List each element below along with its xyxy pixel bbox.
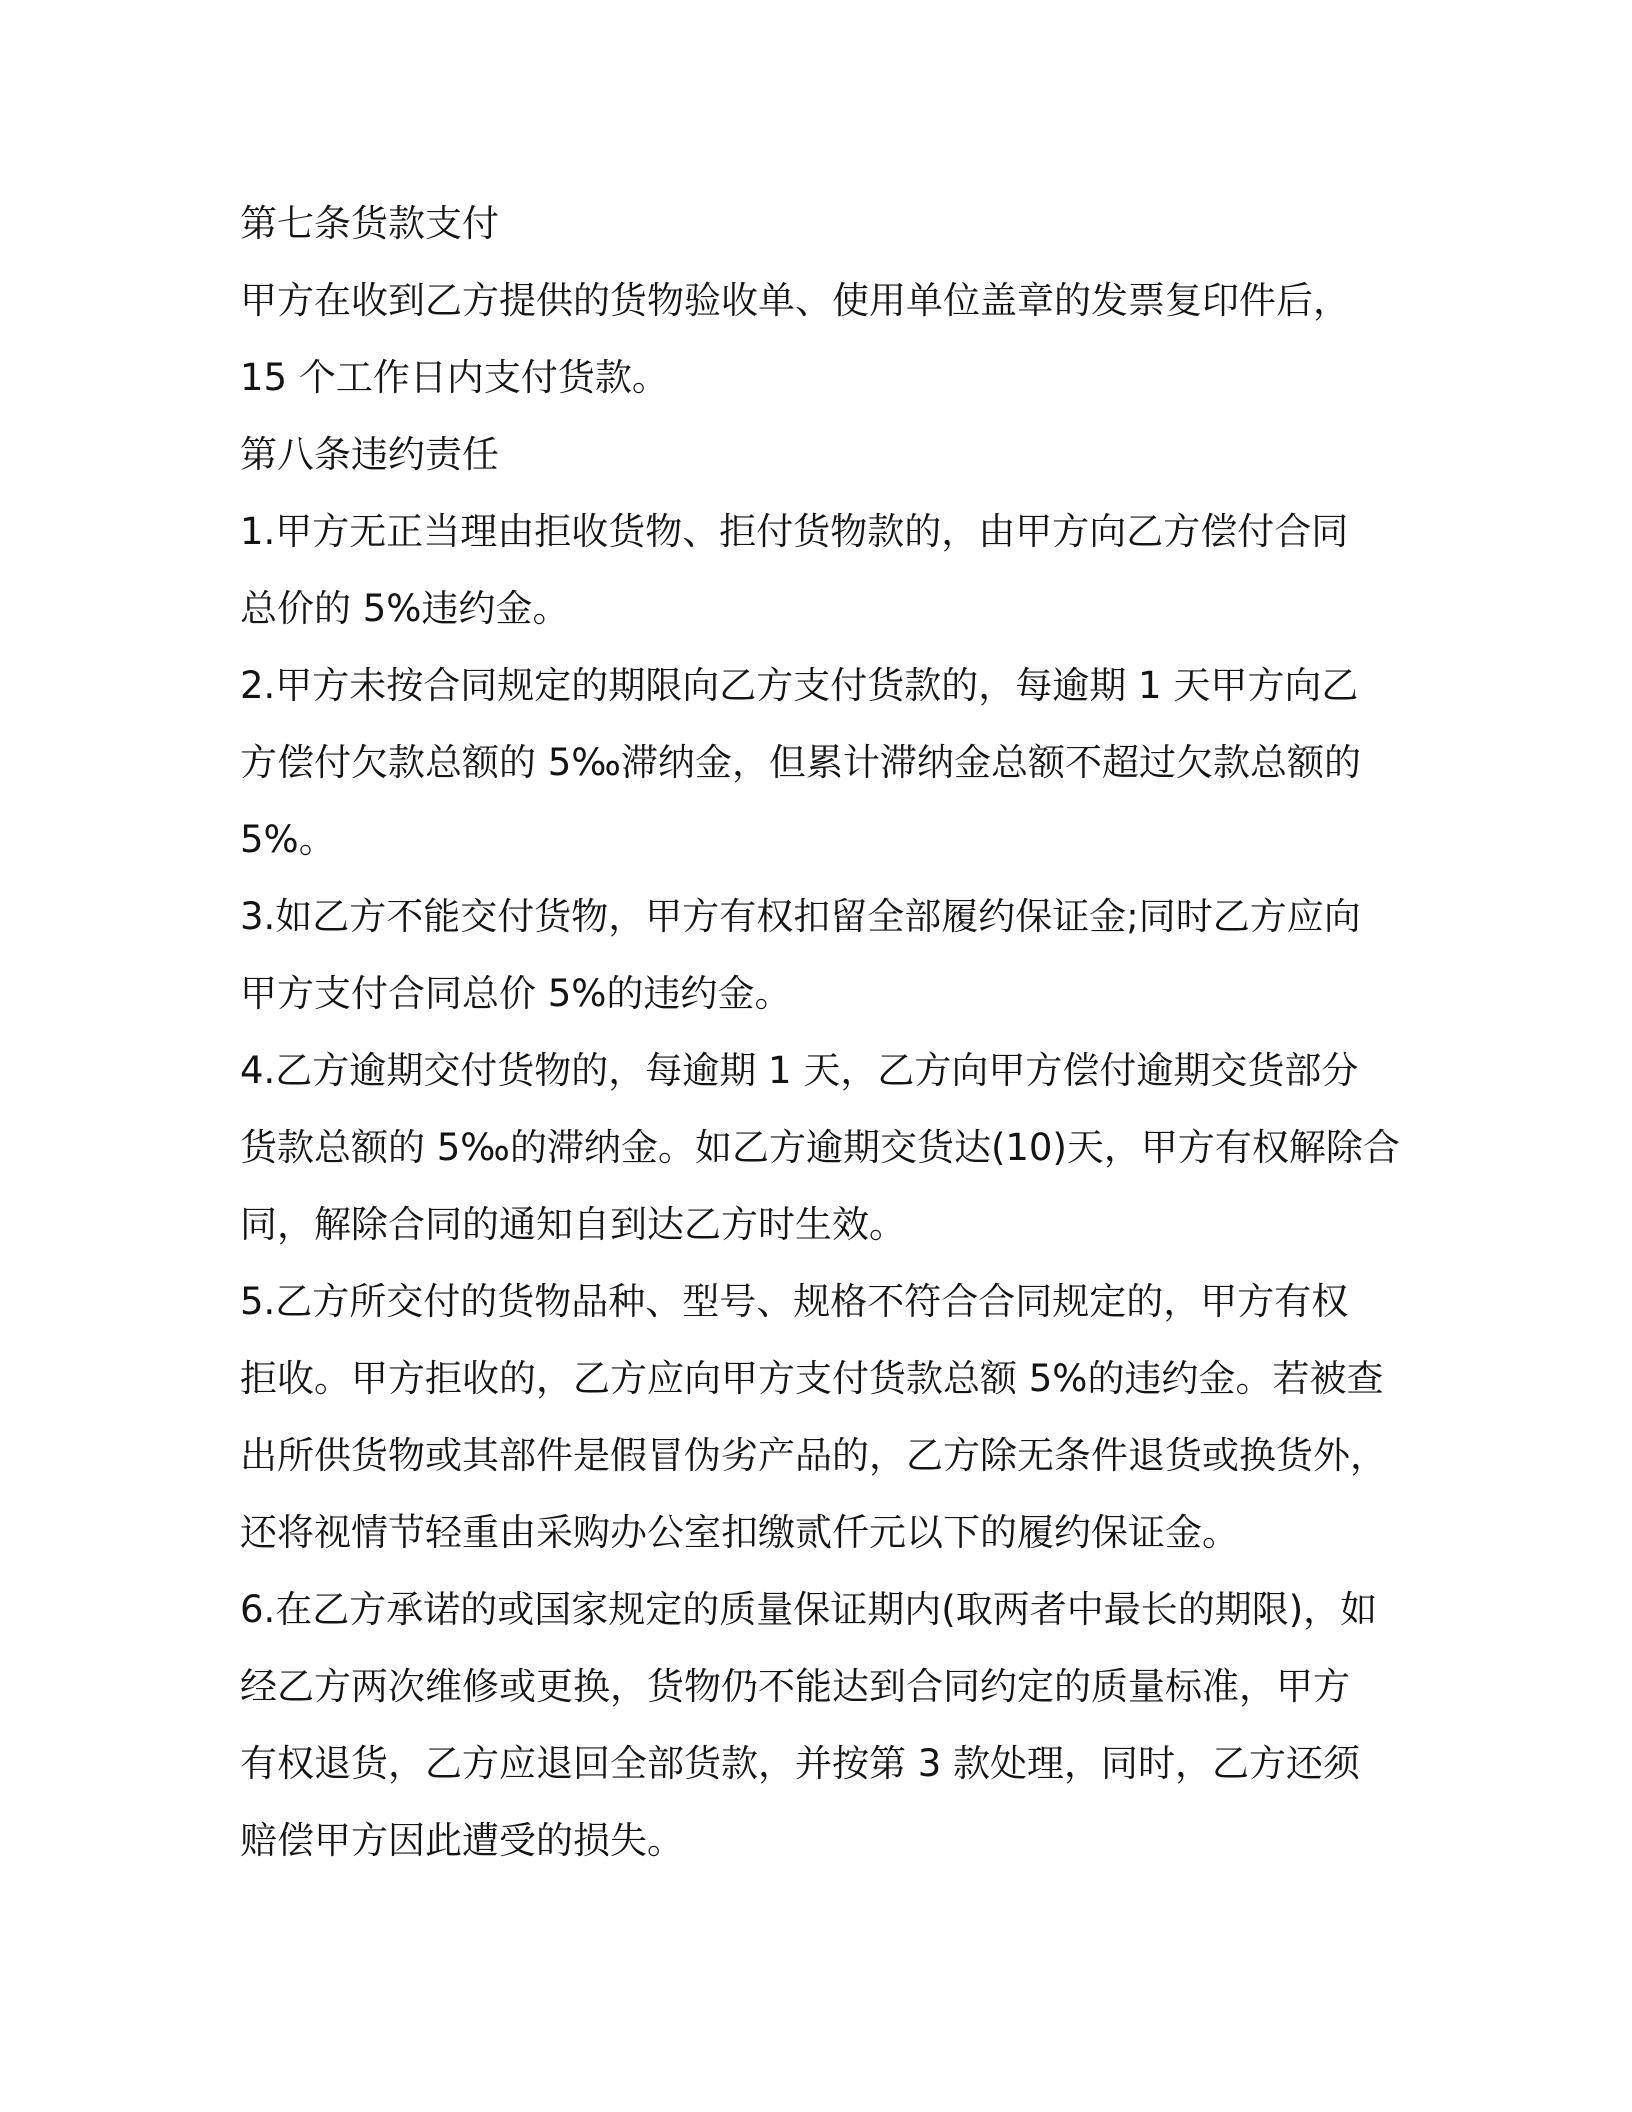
- clause-3-line: 甲方支付合同总价 5%的违约金。: [240, 972, 792, 1015]
- clause-2-line: 2.甲方未按合同规定的期限向乙方支付货款的，每逾期 1 天甲方向乙: [240, 664, 1359, 707]
- clause-4-line: 货款总额的 5‰的滞纳金。如乙方逾期交货达(10)天，甲方有权解除合: [240, 1126, 1400, 1169]
- clause-1-line: 总价的 5%违约金。: [240, 587, 570, 630]
- clause-2-line: 方偿付欠款总额的 5‰滞纳金，但累计滞纳金总额不超过欠款总额的: [240, 741, 1361, 784]
- clause-6-line: 经乙方两次维修或更换，货物仍不能达到合同约定的质量标准，甲方: [240, 1665, 1350, 1708]
- clause-2-line: 5%。: [240, 818, 336, 861]
- section-heading-article-8: 第八条违约责任: [240, 433, 499, 476]
- clause-5-line: 5.乙方所交付的货物品种、型号、规格不符合合同规定的，甲方有权: [240, 1280, 1349, 1323]
- clause-6-line: 有权退货，乙方应退回全部货款，并按第 3 款处理，同时，乙方还须: [240, 1742, 1361, 1785]
- section-heading-article-7: 第七条货款支付: [240, 202, 499, 245]
- clause-5-line: 出所供货物或其部件是假冒伪劣产品的，乙方除无条件退货或换货外，: [240, 1434, 1387, 1477]
- clause-6-line: 6.在乙方承诺的或国家规定的质量保证期内(取两者中最长的期限)，如: [240, 1588, 1378, 1631]
- paragraph-line: 15 个工作日内支付货款。: [240, 356, 669, 399]
- clause-6-line: 赔偿甲方因此遭受的损失。: [240, 1819, 684, 1862]
- clause-5-line: 拒收。甲方拒收的，乙方应向甲方支付货款总额 5%的违约金。若被查: [240, 1357, 1384, 1400]
- clause-1-line: 1.甲方无正当理由拒收货物、拒付货物款的，由甲方向乙方偿付合同: [240, 510, 1349, 553]
- paragraph-line: 甲方在收到乙方提供的货物验收单、使用单位盖章的发票复印件后，: [240, 279, 1350, 322]
- clause-4-line: 4.乙方逾期交付货物的，每逾期 1 天，乙方向甲方偿付逾期交货部分: [240, 1049, 1359, 1092]
- document-body: [240, 185, 1400, 1879]
- clause-5-line: 还将视情节轻重由采购办公室扣缴贰仟元以下的履约保证金。: [240, 1511, 1239, 1554]
- clause-4-line: 同，解除合同的通知自到达乙方时生效。: [240, 1203, 906, 1246]
- clause-3-line: 3.如乙方不能交付货物，甲方有权扣留全部履约保证金;同时乙方应向: [240, 895, 1361, 938]
